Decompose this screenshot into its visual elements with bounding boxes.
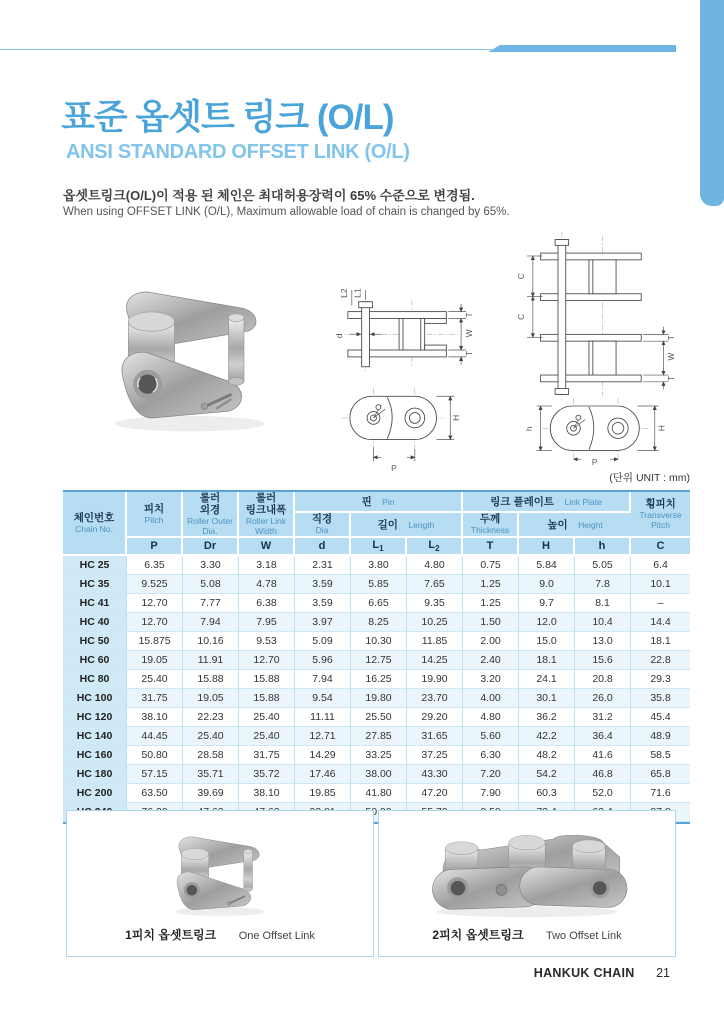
cell-value: 15.6 [575,651,631,670]
cell-value: 33.25 [351,746,407,765]
cell-value: 11.85 [407,632,463,651]
cell-value: 7.77 [183,594,239,613]
col-header-pin-dia: 직경 Dia [295,513,351,538]
cell-value: 25.40 [239,708,295,727]
table-row [63,727,690,746]
symbol-height-upper: H [519,538,575,556]
cell-value: 25.40 [239,727,295,746]
figure-box-one-offset [66,810,374,957]
cell-chain-no: HC 140 [63,727,127,746]
cell-value: 35.8 [631,689,690,708]
cell-value: 7.95 [239,613,295,632]
cell-chain-no: HC 60 [63,651,127,670]
col-header-thickness: 두께 Thickness [463,513,519,538]
group-header-pin: 핀 Pin [295,492,463,513]
caption-english: Two Offset Link [546,930,622,942]
cell-value: 20.8 [575,670,631,689]
cell-value: 4.00 [463,689,519,708]
cell-value: 5.05 [575,556,631,575]
cell-value: 25.40 [183,727,239,746]
cell-value: 36.4 [575,727,631,746]
cell-value: 10.16 [183,632,239,651]
cell-value: 41.6 [575,746,631,765]
caption-korean: 2피치 옵셋트링크 [432,928,524,942]
cell-value: 35.72 [239,765,295,784]
cell-value: 5.08 [183,575,239,594]
cell-value: 15.88 [239,689,295,708]
cell-value: 14.29 [295,746,351,765]
table-row [63,784,690,803]
page-footer [534,966,670,980]
cell-value: 29.3 [631,670,690,689]
symbol-thickness: T [463,538,519,556]
cell-value: 57.15 [127,765,183,784]
table-row [63,556,690,575]
table-row [63,651,690,670]
cell-value: 7.94 [295,670,351,689]
cell-value: 30.1 [519,689,575,708]
cell-value: 6.35 [127,556,183,575]
cell-value: 38.00 [351,765,407,784]
cell-value: 2.31 [295,556,351,575]
cell-chain-no: HC 200 [63,784,127,803]
cell-chain-no: HC 40 [63,613,127,632]
cell-value: 25.50 [351,708,407,727]
cell-chain-no: HC 25 [63,556,127,575]
cell-value: 29.20 [407,708,463,727]
cell-value: 3.59 [295,575,351,594]
table-row [63,613,690,632]
table-row [63,708,690,727]
cell-value: 19.90 [407,670,463,689]
cell-value: 42.2 [519,727,575,746]
cell-value: 5.84 [519,556,575,575]
offset-link-photo [84,258,296,440]
cell-value: 10.25 [407,613,463,632]
symbol-pin-dia: d [295,538,351,556]
offset-link-drawing-single [330,286,478,478]
spec-table-wrap [63,490,690,824]
cell-chain-no: HC 120 [63,708,127,727]
cell-value: 4.80 [407,556,463,575]
cell-value: 8.1 [575,594,631,613]
cell-value: 3.20 [463,670,519,689]
cell-value: 1.50 [463,613,519,632]
offset-link-drawing-double [512,226,694,466]
symbol-roller-width: W [239,538,295,556]
table-row [63,670,690,689]
page-subtitle: ANSI STANDARD OFFSET LINK (O/L) [66,141,410,163]
cell-value: 5.09 [295,632,351,651]
cell-value: 8.25 [351,613,407,632]
cell-value: 12.71 [295,727,351,746]
cell-value: 15.88 [239,670,295,689]
one-offset-link-photo [145,819,295,919]
cell-value: 3.18 [239,556,295,575]
cell-value: 12.70 [127,594,183,613]
cell-value: 11.11 [295,708,351,727]
cell-value: 3.59 [295,594,351,613]
cell-value: 11.91 [183,651,239,670]
cell-value: 18.1 [519,651,575,670]
cell-value: 9.53 [239,632,295,651]
cell-value: 7.65 [407,575,463,594]
cell-value: 9.0 [519,575,575,594]
cell-value: 41.80 [351,784,407,803]
cell-value: 7.8 [575,575,631,594]
cell-value: 9.54 [295,689,351,708]
cell-value: 65.8 [631,765,690,784]
cell-value: 58.5 [631,746,690,765]
col-header-pitch: 피치 Pitch [127,492,183,538]
cell-value: 6.38 [239,594,295,613]
cell-value: – [631,594,690,613]
cell-value: 27.85 [351,727,407,746]
cell-value: 28.58 [183,746,239,765]
cell-value: 7.90 [463,784,519,803]
cell-value: 5.60 [463,727,519,746]
symbol-pitch: P [127,538,183,556]
figure-box-two-offset [378,810,676,957]
cell-value: 6.4 [631,556,690,575]
caption-english: One Offset Link [238,930,315,942]
cell-value: 15.875 [127,632,183,651]
svg-text:T: T [667,335,677,341]
cell-chain-no: HC 100 [63,689,127,708]
cell-value: 12.70 [127,613,183,632]
cell-value: 12.0 [519,613,575,632]
top-rule-thin [0,49,492,50]
cell-value: 6.30 [463,746,519,765]
symbol-transverse: C [631,538,690,556]
cell-value: 10.30 [351,632,407,651]
svg-text:P: P [391,463,397,474]
top-rule-thick [488,45,676,52]
note-english: When using OFFSET LINK (O/L), Maximum allowable load of chain is changed by 65%. [63,206,510,218]
cell-value: 14.25 [407,651,463,670]
svg-text:T: T [667,375,677,381]
cell-value: 44.45 [127,727,183,746]
cell-value: 39.69 [183,784,239,803]
cell-value: 36.2 [519,708,575,727]
cell-value: 71.6 [631,784,690,803]
cell-value: 4.80 [463,708,519,727]
cell-value: 4.78 [239,575,295,594]
svg-text:L1: L1 [352,288,363,298]
cell-value: 9.35 [407,594,463,613]
cell-value: 17.46 [295,765,351,784]
cell-value: 19.05 [127,651,183,670]
cell-value: 63.50 [127,784,183,803]
figure-caption [67,926,373,944]
group-header-link-plate: 링크 플레이트 Link Plate [463,492,631,513]
cell-value: 2.40 [463,651,519,670]
cell-value: 48.9 [631,727,690,746]
note-korean: 옵셋트링크(O/L)이 적용 된 체인은 최대허용장력이 65% 수준으로 변경됨. [63,188,475,203]
symbol-roller-dia: Dr [183,538,239,556]
table-row [63,746,690,765]
page-edge-tab [700,0,724,206]
page-title: 표준 옵셋트 링크 (O/L) [61,98,394,137]
svg-text:L2: L2 [338,288,349,298]
cell-chain-no: HC 50 [63,632,127,651]
sub-header-height: 높이 Height [519,513,631,538]
cell-value: 5.96 [295,651,351,670]
symbol-l1: $L_1$ [351,538,407,556]
cell-value: 31.75 [127,689,183,708]
table-row [63,575,690,594]
svg-text:H: H [451,414,462,421]
cell-chain-no: HC 160 [63,746,127,765]
cell-value: 3.97 [295,613,351,632]
cell-value: 19.05 [183,689,239,708]
cell-value: 52.0 [575,784,631,803]
unit-label: (단위 UNIT : mm) [609,472,690,484]
cell-value: 24.1 [519,670,575,689]
svg-text:T: T [463,312,474,318]
cell-value: 18.1 [631,632,690,651]
cell-chain-no: HC 80 [63,670,127,689]
svg-text:W: W [667,352,677,361]
cell-value: 22.8 [631,651,690,670]
cell-value: 19.85 [295,784,351,803]
table-row [63,594,690,613]
cell-value: 10.4 [575,613,631,632]
symbol-height-lower: h [575,538,631,556]
cell-value: 46.8 [575,765,631,784]
cell-value: 38.10 [239,784,295,803]
table-row [63,765,690,784]
cell-value: 54.2 [519,765,575,784]
cell-value: 48.2 [519,746,575,765]
cell-value: 13.0 [575,632,631,651]
svg-text:T: T [463,350,474,356]
cell-value: 47.20 [407,784,463,803]
cell-value: 25.40 [127,670,183,689]
cell-value: 23.70 [407,689,463,708]
cell-value: 1.25 [463,594,519,613]
col-header-roller-link-width: 롤러 링크내폭 Roller Link Width [239,492,295,538]
cell-value: 43.30 [407,765,463,784]
cell-value: 7.94 [183,613,239,632]
cell-value: 31.75 [239,746,295,765]
svg-text:W: W [463,329,474,338]
page-number: 21 [656,966,670,980]
col-header-transverse-pitch: 횡피치 Transverse Pitch [631,492,690,538]
svg-text:C: C [517,313,527,320]
cell-value: 31.65 [407,727,463,746]
cell-chain-no: HC 41 [63,594,127,613]
cell-value: 26.0 [575,689,631,708]
svg-text:d: d [333,333,344,339]
cell-value: 19.80 [351,689,407,708]
cell-value: 5.85 [351,575,407,594]
cell-chain-no: HC 180 [63,765,127,784]
svg-text:h: h [524,426,534,432]
caption-korean: 1피치 옵셋트링크 [125,928,217,942]
sub-header-length: 길이 Length [351,513,463,538]
cell-value: 15.0 [519,632,575,651]
table-row [63,632,690,651]
cell-value: 3.80 [351,556,407,575]
cell-value: 0.75 [463,556,519,575]
cell-value: 1.25 [463,575,519,594]
cell-value: 9.525 [127,575,183,594]
cell-value: 50.80 [127,746,183,765]
table-row [63,689,690,708]
figure-caption [379,926,675,944]
cell-value: 2.00 [463,632,519,651]
cell-value: 14.4 [631,613,690,632]
cell-value: 9.7 [519,594,575,613]
cell-chain-no: HC 35 [63,575,127,594]
cell-value: 3.30 [183,556,239,575]
cell-value: 7.20 [463,765,519,784]
symbol-l2: $L_2$ [407,538,463,556]
footer-brand: HANKUK CHAIN [533,966,635,980]
cell-value: 10.1 [631,575,690,594]
cell-value: 37.25 [407,746,463,765]
col-header-chain-no: 체인번호 Chain No. [63,492,127,556]
cell-value: 45.4 [631,708,690,727]
svg-text:C: C [517,273,527,280]
cell-value: 12.70 [239,651,295,670]
cell-value: 60.3 [519,784,575,803]
col-header-roller-outer-dia: 롤러 외경 Roller Outer Dia. [183,492,239,538]
cell-value: 22.23 [183,708,239,727]
cell-value: 35.71 [183,765,239,784]
svg-text:H: H [657,425,667,432]
cell-value: 12.75 [351,651,407,670]
svg-text:P: P [591,458,598,466]
cell-value: 38.10 [127,708,183,727]
cell-value: 6.65 [351,594,407,613]
two-offset-link-photo [415,819,640,919]
cell-value: 16.25 [351,670,407,689]
spec-table [63,490,690,824]
cell-value: 15.88 [183,670,239,689]
cell-value: 31.2 [575,708,631,727]
